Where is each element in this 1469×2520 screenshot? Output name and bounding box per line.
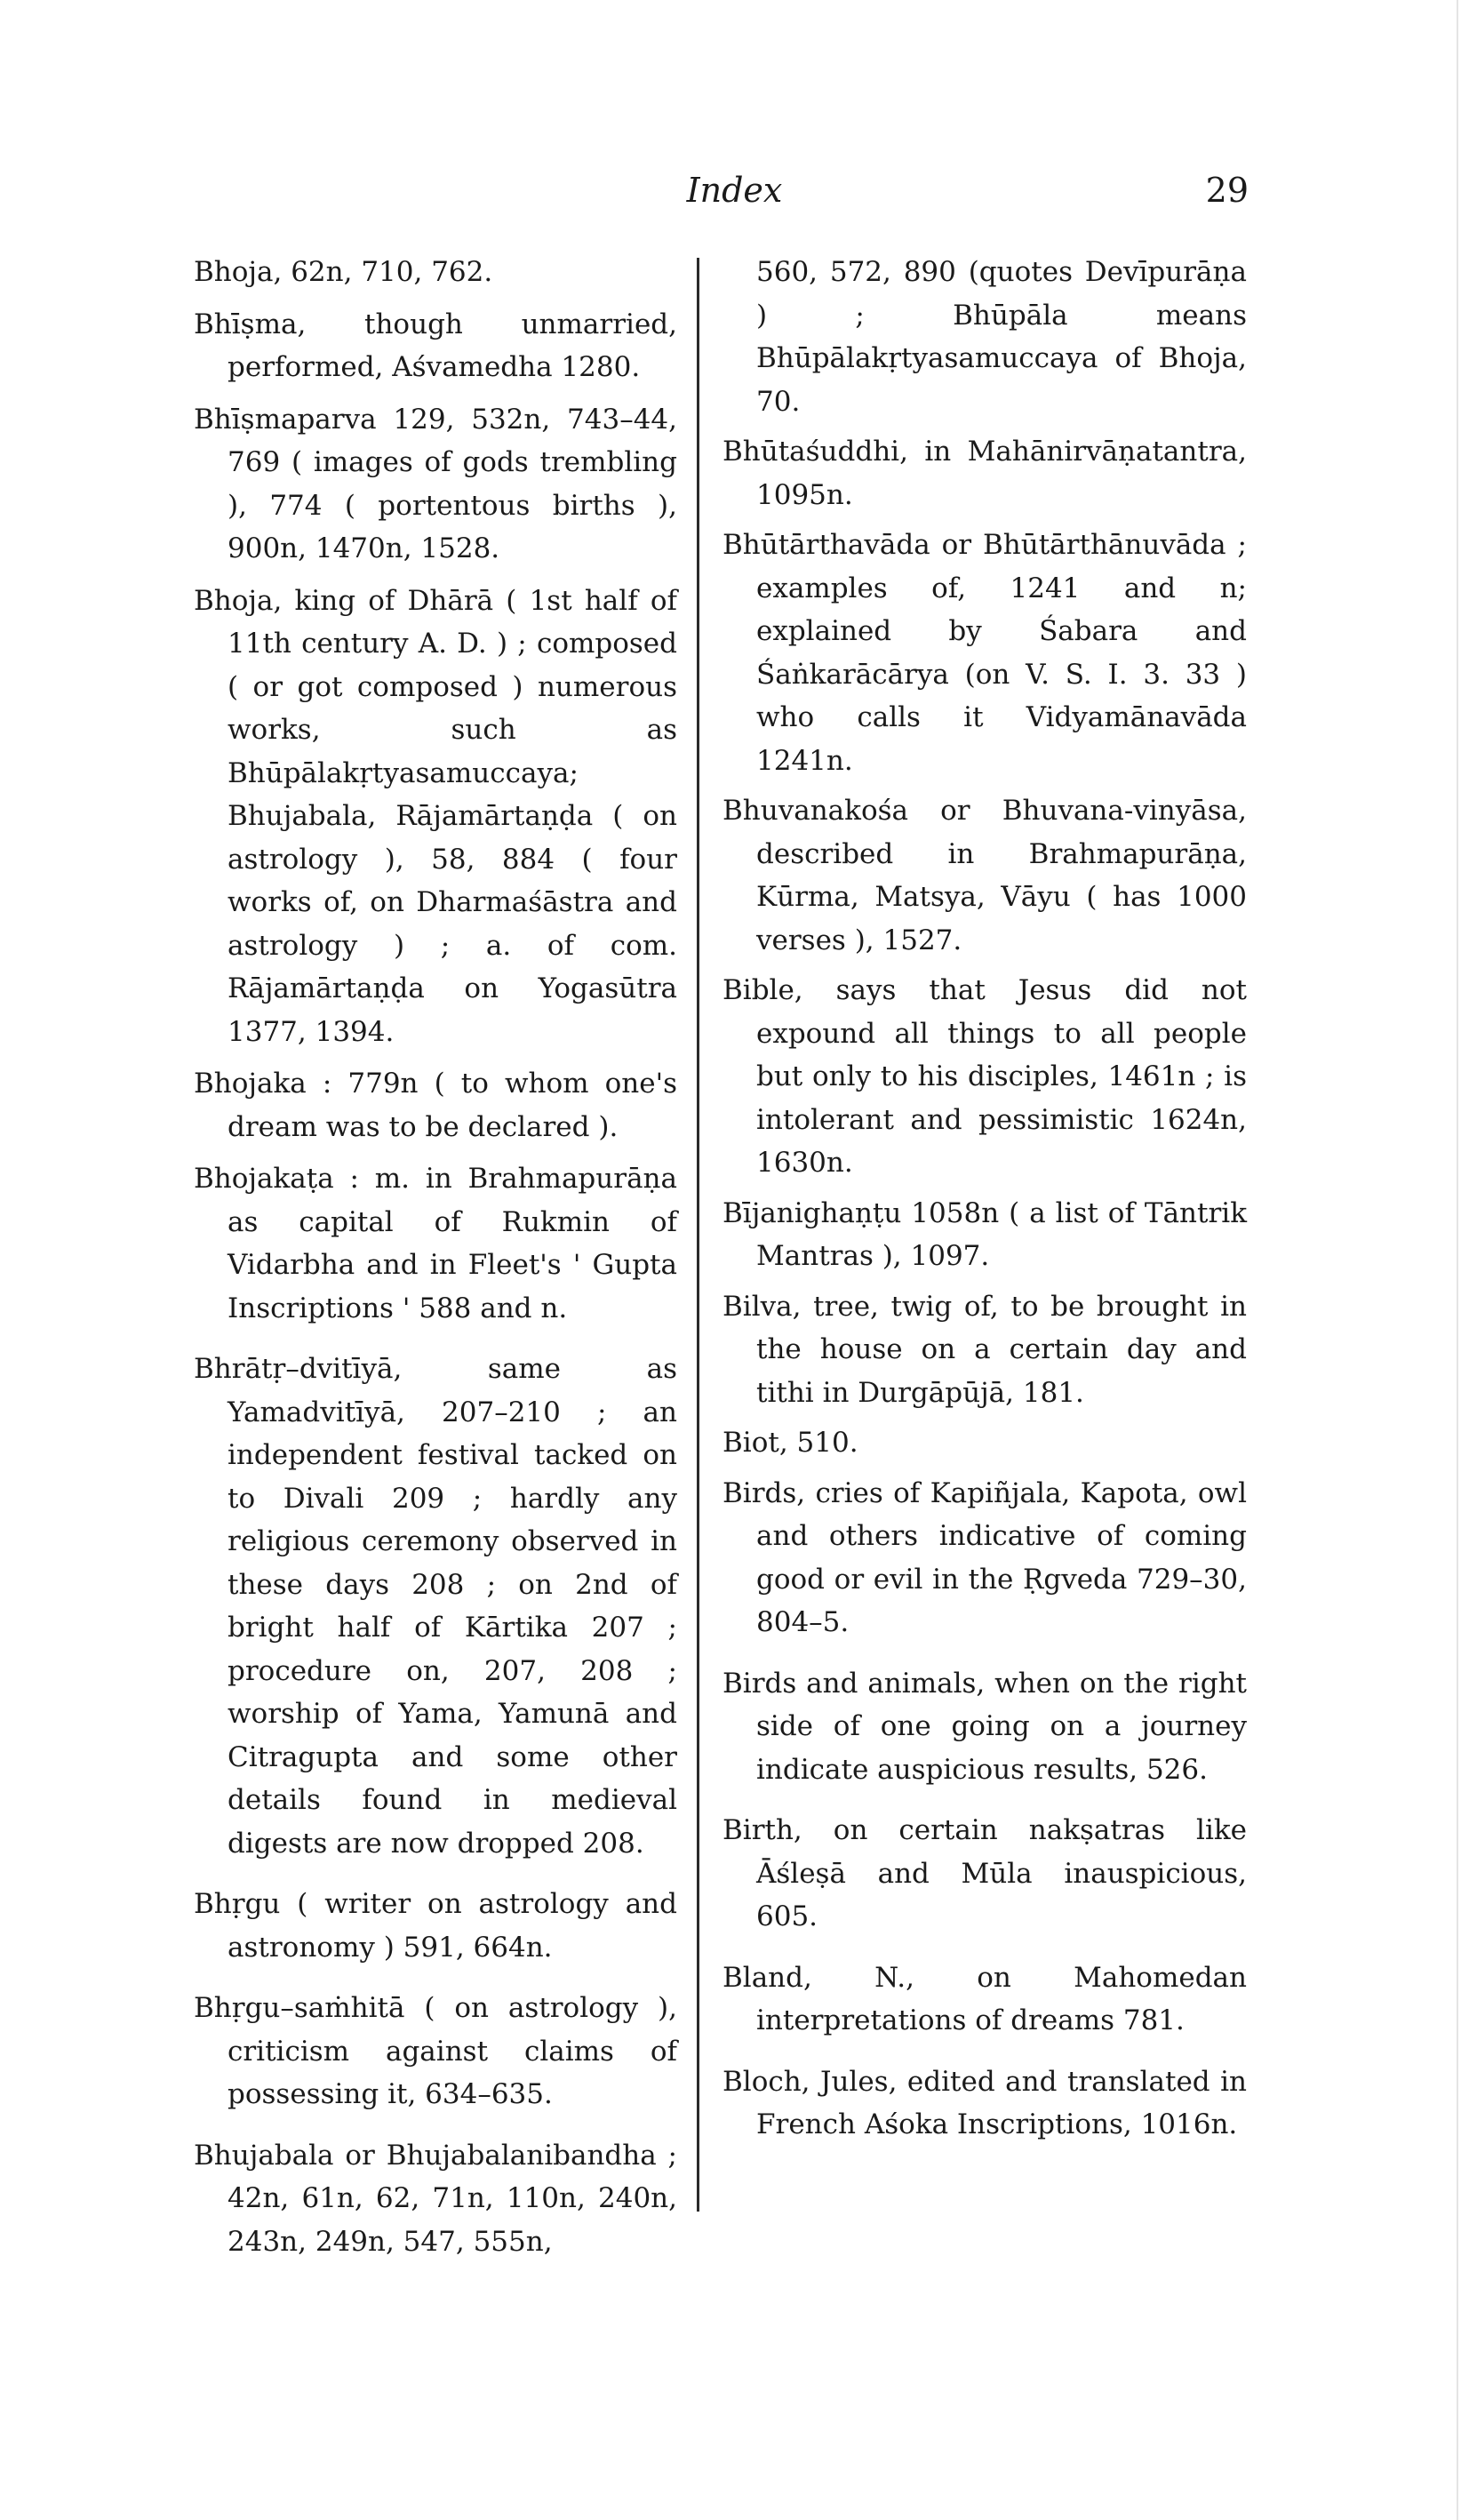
index-entry-continued: 560, 572, 890 (quotes Devīpurāṇa ) ; Bhūpāla means Bhūpālakṛtyasamuccaya of Bhoja, 70. [756,256,1247,418]
index-entry: Bland, N., on Mahomedan interpretations of dreams 781. [723,1961,1247,2036]
index-entry: Bhrātṛ–dvitīyā, same as Yamadvitīyā, 207–210 ; an independent festival tacked on to Divali 209 ; hardly any religious ceremony observed in these days 208 ; on 2nd of bright half of Kārtika 207 ; procedure on, 207, 208 ; worship of Yama, Yamunā and Citragupta and some other details found in medieval digests are now dropped 208. [194,1353,677,1860]
index-entry: Bhīṣmaparva 129, 532n, 743–44, 769 ( images of gods trembling ), 774 ( portentous births ), 900n, 1470n, 1528. [194,403,677,564]
index-entry: Biot, 510. [723,1427,858,1459]
index-entry: Bhujabala or Bhujabalanibandha ; 42n, 61n, 62, 71n, 110n, 240n, 243n, 249n, 547, 555n, [194,2139,677,2258]
index-entry: Bhṛgu–saṁhitā ( on astrology ), criticism against claims of possessing it, 634–635. [194,1992,677,2110]
index-entry: Birds, cries of Kapiñjala, Kapota, owl and others indicative of coming good or evil in the Ṛgveda 729–30, 804–5. [723,1476,1247,1638]
index-entry: Bhojaka : 779n ( to whom one's dream was to be declared ). [194,1068,677,1143]
running-title: Index [686,171,783,210]
index-entry: Bible, says that Jesus did not expound all things to all people but only to his disciples, 1461n ; is intolerant and pessimistic 1624n, 1630n. [723,974,1247,1179]
index-entry: Bījanighaṇṭu 1058n ( a list of Tāntrik Mantras ), 1097. [723,1196,1247,1272]
page-edge-shadow [1457,0,1458,2520]
index-entry: Bhojakaṭa : m. in Brahmapurāṇa as capital of Rukmin of Vidarbha and in Fleet's ' Gupta Inscriptions ' 588 and n. [194,1163,677,1324]
page-header [0,167,1469,220]
index-entry: Bhūtaśuddhi, in Mahānirvāṇatantra, 1095n. [723,436,1247,511]
index-entry: Bhūtārthavāda or Bhūtārthānuvāda ; examples of, 1241 and n; explained by Śabara and Śaṅkarācārya (on V. S. I. 3. 33 ) who calls it Vidyamānavāda 1241n. [723,529,1247,777]
page-number: 29 [1205,171,1249,210]
index-entry: Bilva, tree, twig of, to be brought in the house on a certain day and tithi in Durgāpūjā, 181. [723,1290,1247,1409]
right-column [723,251,1247,2154]
index-entry: Bloch, Jules, edited and translated in French Aśoka Inscriptions, 1016n. [723,2065,1247,2140]
index-entry: Birth, on certain nakṣatras like Āśleṣā and Mūla inauspicious, 605. [723,1814,1247,1932]
index-entry: Bhoja, 62n, 710, 762. [194,256,493,288]
index-entry: Bhīṣma, though unmarried, performed, Aśvamedha 1280. [194,308,677,383]
index-entry: Birds and animals, when on the right side of one going on a journey indicate auspicious results, 526. [723,1667,1247,1786]
index-entry: Bhṛgu ( writer on astrology and astronomy ) 591, 664n. [194,1888,677,1964]
index-entry: Bhoja, king of Dhārā ( 1st half of 11th century A. D. ) ; composed ( or got composed ) numerous works, such as Bhūpālakṛtyasamuccaya; Bhujabala, Rājamārtaṇḍa ( on astrology ), 58, 884 ( four works of, on Dharmaśāstra and astrology ) ; a. of com. Rājamārtaṇḍa on Yogasūtra 1377, 1394. [194,584,677,1048]
index-entry: Bhuvanakośa or Bhuvana-vinyāsa, described in Brahmapurāṇa, Kūrma, Matsya, Vāyu ( has 1000 verses ), 1527. [723,795,1247,956]
column-divider [697,258,699,2212]
left-column [194,251,677,2272]
